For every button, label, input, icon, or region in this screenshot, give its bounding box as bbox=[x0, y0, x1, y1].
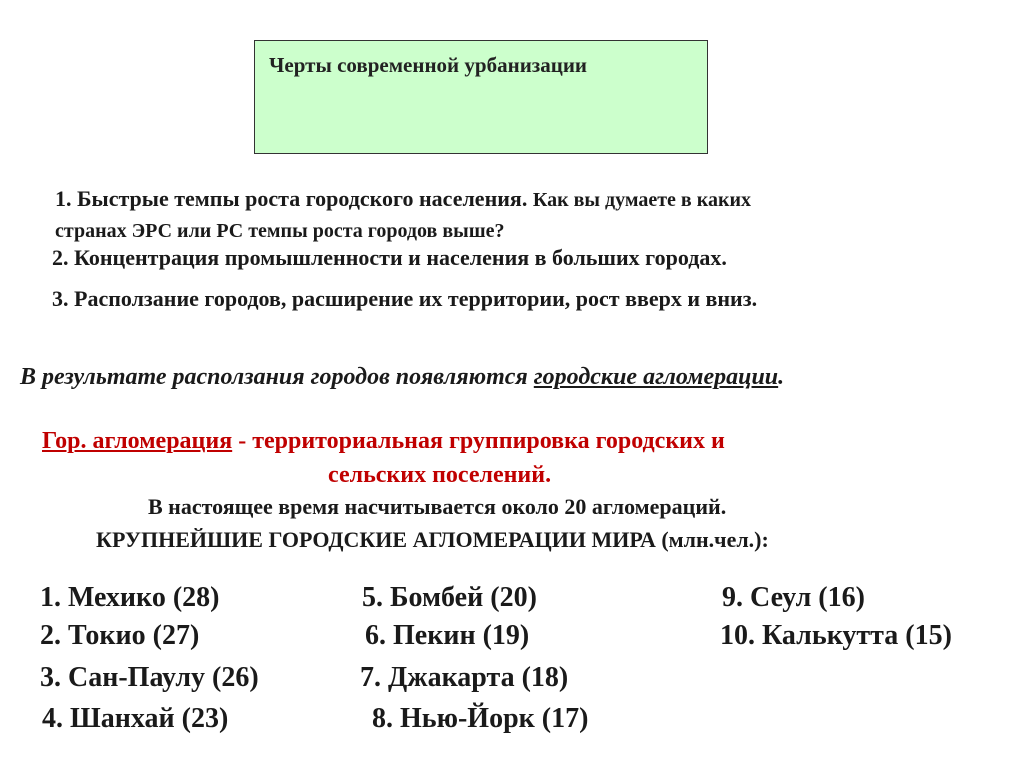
city-item: 5. Бомбей (20) bbox=[362, 582, 537, 613]
point-1-question-line-2: странах ЭРС или РС темпы роста городов выше? bbox=[55, 220, 505, 242]
largest-agglomerations-heading: КРУПНЕЙШИЕ ГОРОДСКИЕ АГЛОМЕРАЦИИ МИРА (млн.чел.): bbox=[96, 527, 769, 552]
city-item: 3. Сан-Паулу (26) bbox=[40, 662, 259, 693]
result-prefix: В результате расползания городов появляются bbox=[20, 364, 534, 390]
city-item: 7. Джакарта (18) bbox=[360, 662, 569, 693]
agglomeration-dash: - bbox=[232, 428, 253, 454]
point-1-question: Как вы думаете в каких bbox=[532, 189, 751, 211]
city-item: 10. Калькутта (15) bbox=[720, 620, 952, 651]
agglomeration-definition bbox=[42, 428, 725, 455]
city-item: 1. Мехико (28) bbox=[40, 582, 220, 613]
result-suffix: . bbox=[778, 364, 785, 390]
point-1-main: 1. Быстрые темпы роста городского населения. bbox=[55, 186, 528, 211]
city-item: 8. Нью-Йорк (17) bbox=[372, 703, 589, 734]
title-box bbox=[254, 40, 708, 154]
result-sentence bbox=[20, 364, 784, 391]
agglomeration-term: Гор. агломерация bbox=[42, 428, 233, 454]
city-item: 4. Шанхай (23) bbox=[42, 703, 229, 734]
city-item: 9. Сеул (16) bbox=[722, 582, 865, 613]
result-underlined-term: городские агломерации bbox=[533, 364, 779, 390]
point-1 bbox=[55, 186, 751, 212]
city-item: 2. Токио (27) bbox=[40, 620, 200, 651]
point-2: 2. Концентрация промышленности и населения в больших городах. bbox=[52, 245, 727, 270]
point-3: 3. Расползание городов, расширение их территории, рост вверх и вниз. bbox=[52, 286, 758, 311]
city-item: 6. Пекин (19) bbox=[365, 620, 530, 651]
slide-title: Черты современной урбанизации bbox=[269, 53, 588, 77]
agglomeration-definition-text: территориальная группировка городских и bbox=[252, 428, 725, 454]
agglomeration-count: В настоящее время насчитывается около 20 агломераций. bbox=[148, 494, 727, 519]
agglomeration-definition-line-2: сельских поселений. bbox=[328, 462, 552, 488]
